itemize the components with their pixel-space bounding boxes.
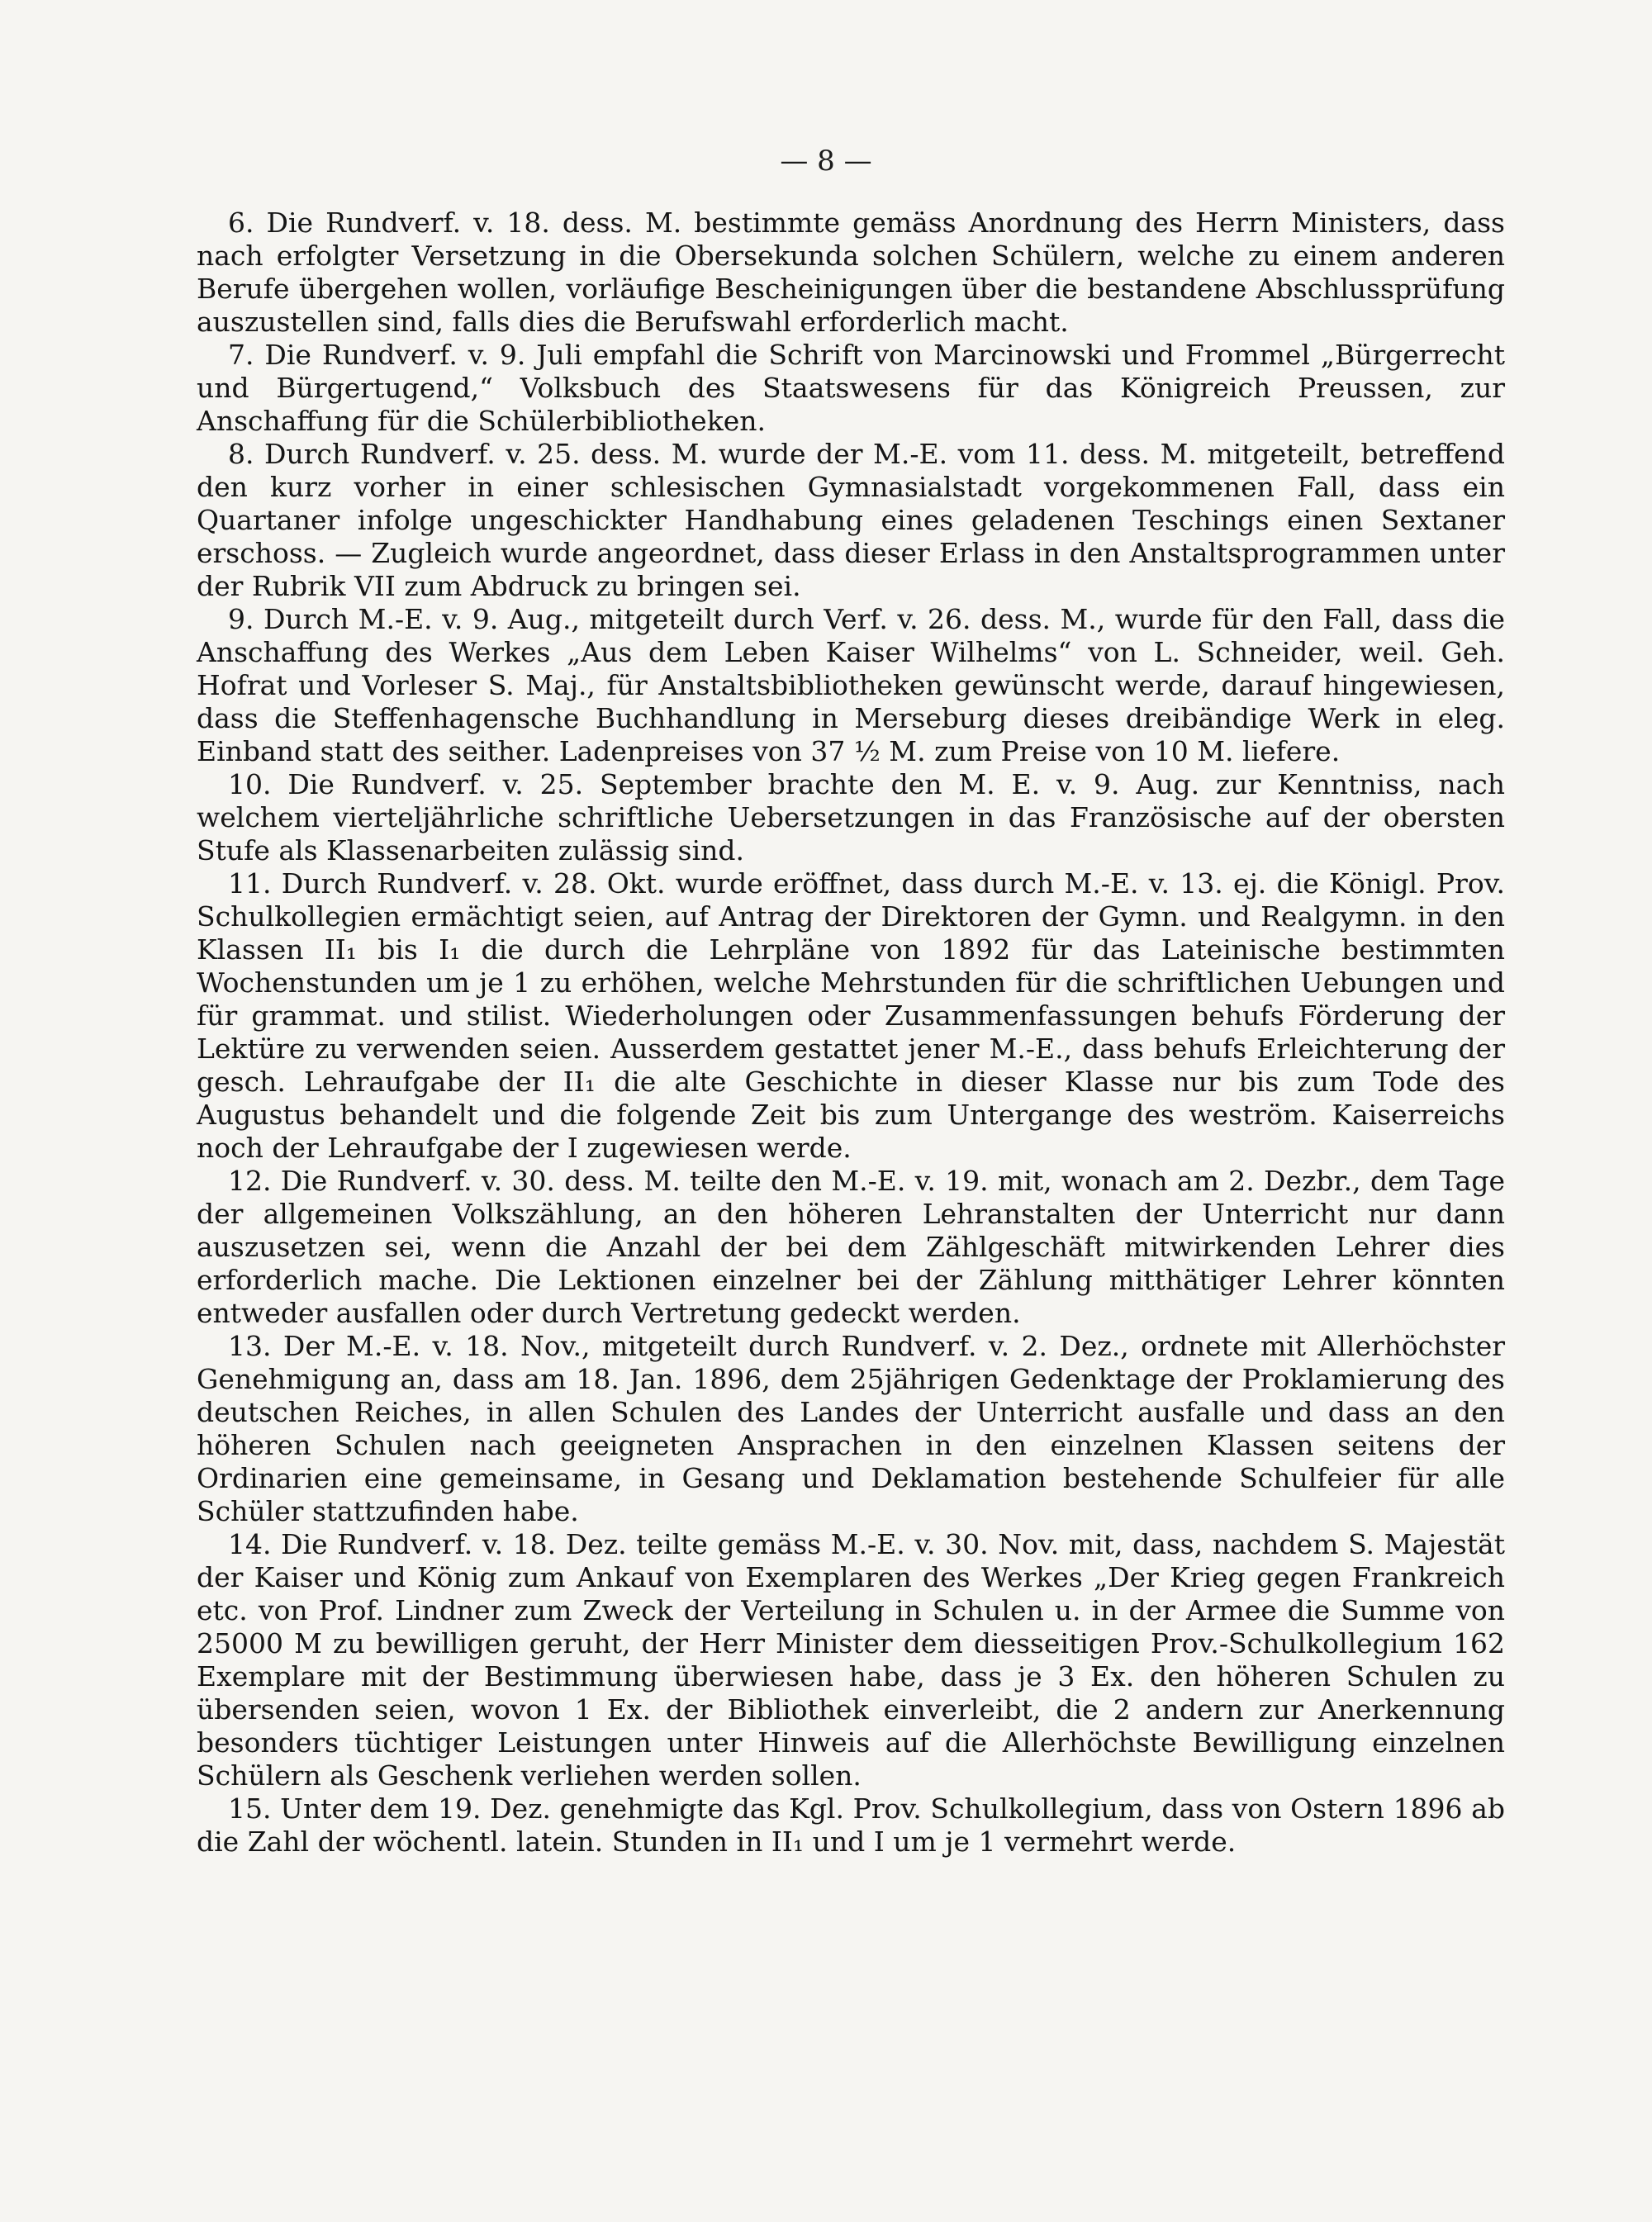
paragraph-12: 12. Die Rundverf. v. 30. dess. M. teilte den M.-E. v. 19. mit, wonach am 2. Dezbr., dem Tage der allgemeinen Volkszählung, an den höheren Lehranstalten der Unterricht nur dann auszusetzen sei, wenn die Anzahl der bei dem Zählgeschäft mitwirkenden Lehrer dies erforderlich mache. Die Lektionen einzelner bei der Zählung mitthätiger Lehrer könnten entweder ausfallen oder durch Vertretung gedeckt werden. <box>197 1165 1505 1329</box>
paragraph-15: 15. Unter dem 19. Dez. genehmigte das Kgl. Prov. Schulkollegium, dass von Ostern 1896 ab die Zahl der wöchentl. latein. Stunden in II₁ und I um je 1 vermehrt werde. <box>197 1792 1505 1858</box>
paragraph-9: 9. Durch M.-E. v. 9. Aug., mitgeteilt durch Verf. v. 26. dess. M., wurde für den Fall, dass die Anschaffung des Werkes „Aus dem Leben Kaiser Wilhelms“ von L. Schneider, weil. Geh. Hofrat und Vorleser S. Maj., für Anstaltsbibliotheken gewünscht werde, darauf hingewiesen, dass die Steffenhagensche Buchhandlung in Merseburg dieses dreibändige Werk in eleg. Einband statt des seither. Ladenpreises von 37 ½ M. zum Preise von 10 M. liefere. <box>197 603 1505 767</box>
page-number: — 8 — <box>780 145 872 178</box>
body-text <box>197 207 1505 1859</box>
paragraph-13: 13. Der M.-E. v. 18. Nov., mitgeteilt durch Rundverf. v. 2. Dez., ordnete mit Allerhöchster Genehmigung an, dass am 18. Jan. 1896, dem 25jährigen Gedenktage der Proklamierung des deutschen Reiches, in allen Schulen des Landes der Unterricht ausfalle und dass an den höheren Schulen nach geeigneten Ansprachen in den einzelnen Klassen seitens der Ordinarien eine gemeinsame, in Gesang und Deklamation bestehende Schulfeier für alle Schüler stattzufinden habe. <box>197 1330 1505 1527</box>
paragraph-11: 11. Durch Rundverf. v. 28. Okt. wurde eröffnet, dass durch M.-E. v. 13. ej. die Königl. Prov. Schulkollegien ermächtigt seien, auf Antrag der Direktoren der Gymn. und Realgymn. in den Klassen II₁ bis I₁ die durch die Lehrpläne von 1892 für das Lateinische bestimmten Wochenstunden um je 1 zu erhöhen, welche Mehrstunden für die schriftlichen Uebungen und für grammat. und stilist. Wiederholungen oder Zusammenfassungen behufs Förderung der Lektüre zu verwenden seien. Ausserdem gestattet jener M.-E., dass behufs Erleichterung der gesch. Lehraufgabe der II₁ die alte Geschichte in dieser Klasse nur bis zum Tode des Augustus behandelt und die folgende Zeit bis zum Untergange des weström. Kaiserreichs noch der Lehraufgabe der I zugewiesen werde. <box>197 867 1505 1164</box>
paragraph-7: 7. Die Rundverf. v. 9. Juli empfahl die Schrift von Marcinowski und Frommel „Bürgerrecht und Bürgertugend,“ Volksbuch des Staatswesens für das Königreich Preussen, zur Anschaffung für die Schülerbibliotheken. <box>197 339 1505 437</box>
paragraph-6: 6. Die Rundverf. v. 18. dess. M. bestimmte gemäss Anordnung des Herrn Ministers, dass nach erfolgter Versetzung in die Obersekunda solchen Schülern, welche zu einem anderen Berufe übergehen wollen, vorläufige Bescheinigungen über die bestandene Abschlussprüfung auszustellen sind, falls dies die Berufswahl erforderlich macht. <box>197 207 1505 338</box>
paragraph-14: 14. Die Rundverf. v. 18. Dez. teilte gemäss M.-E. v. 30. Nov. mit, dass, nachdem S. Majestät der Kaiser und König zum Ankauf von Exemplaren des Werkes „Der Krieg gegen Frankreich etc. von Prof. Lindner zum Zweck der Verteilung in Schulen u. in der Armee die Summe von 25000 M zu bewilligen geruht, der Herr Minister dem diesseitigen Prov.-Schulkollegium 162 Exemplare mit der Bestimmung überwiesen habe, dass je 3 Ex. den höheren Schulen zu übersenden seien, wovon 1 Ex. der Bibliothek einverleibt, die 2 andern zur Anerkennung besonders tüchtiger Leistungen unter Hinweis auf die Allerhöchste Bewilligung einzelnen Schülern als Geschenk verliehen werden sollen. <box>197 1528 1505 1792</box>
paragraph-8: 8. Durch Rundverf. v. 25. dess. M. wurde der M.-E. vom 11. dess. M. mitgeteilt, betreffend den kurz vorher in einer schlesischen Gymnasialstadt vorgekommenen Fall, dass ein Quartaner infolge ungeschickter Handhabung eines geladenen Teschings einen Sextaner erschoss. — Zugleich wurde angeordnet, dass dieser Erlass in den Anstaltsprogrammen unter der Rubrik VII zum Abdruck zu bringen sei. <box>197 438 1505 602</box>
paragraph-10: 10. Die Rundverf. v. 25. September brachte den M. E. v. 9. Aug. zur Kenntniss, nach welchem vierteljährliche schriftliche Uebersetzungen in das Französische auf der obersten Stufe als Klassenarbeiten zulässig sind. <box>197 768 1505 866</box>
